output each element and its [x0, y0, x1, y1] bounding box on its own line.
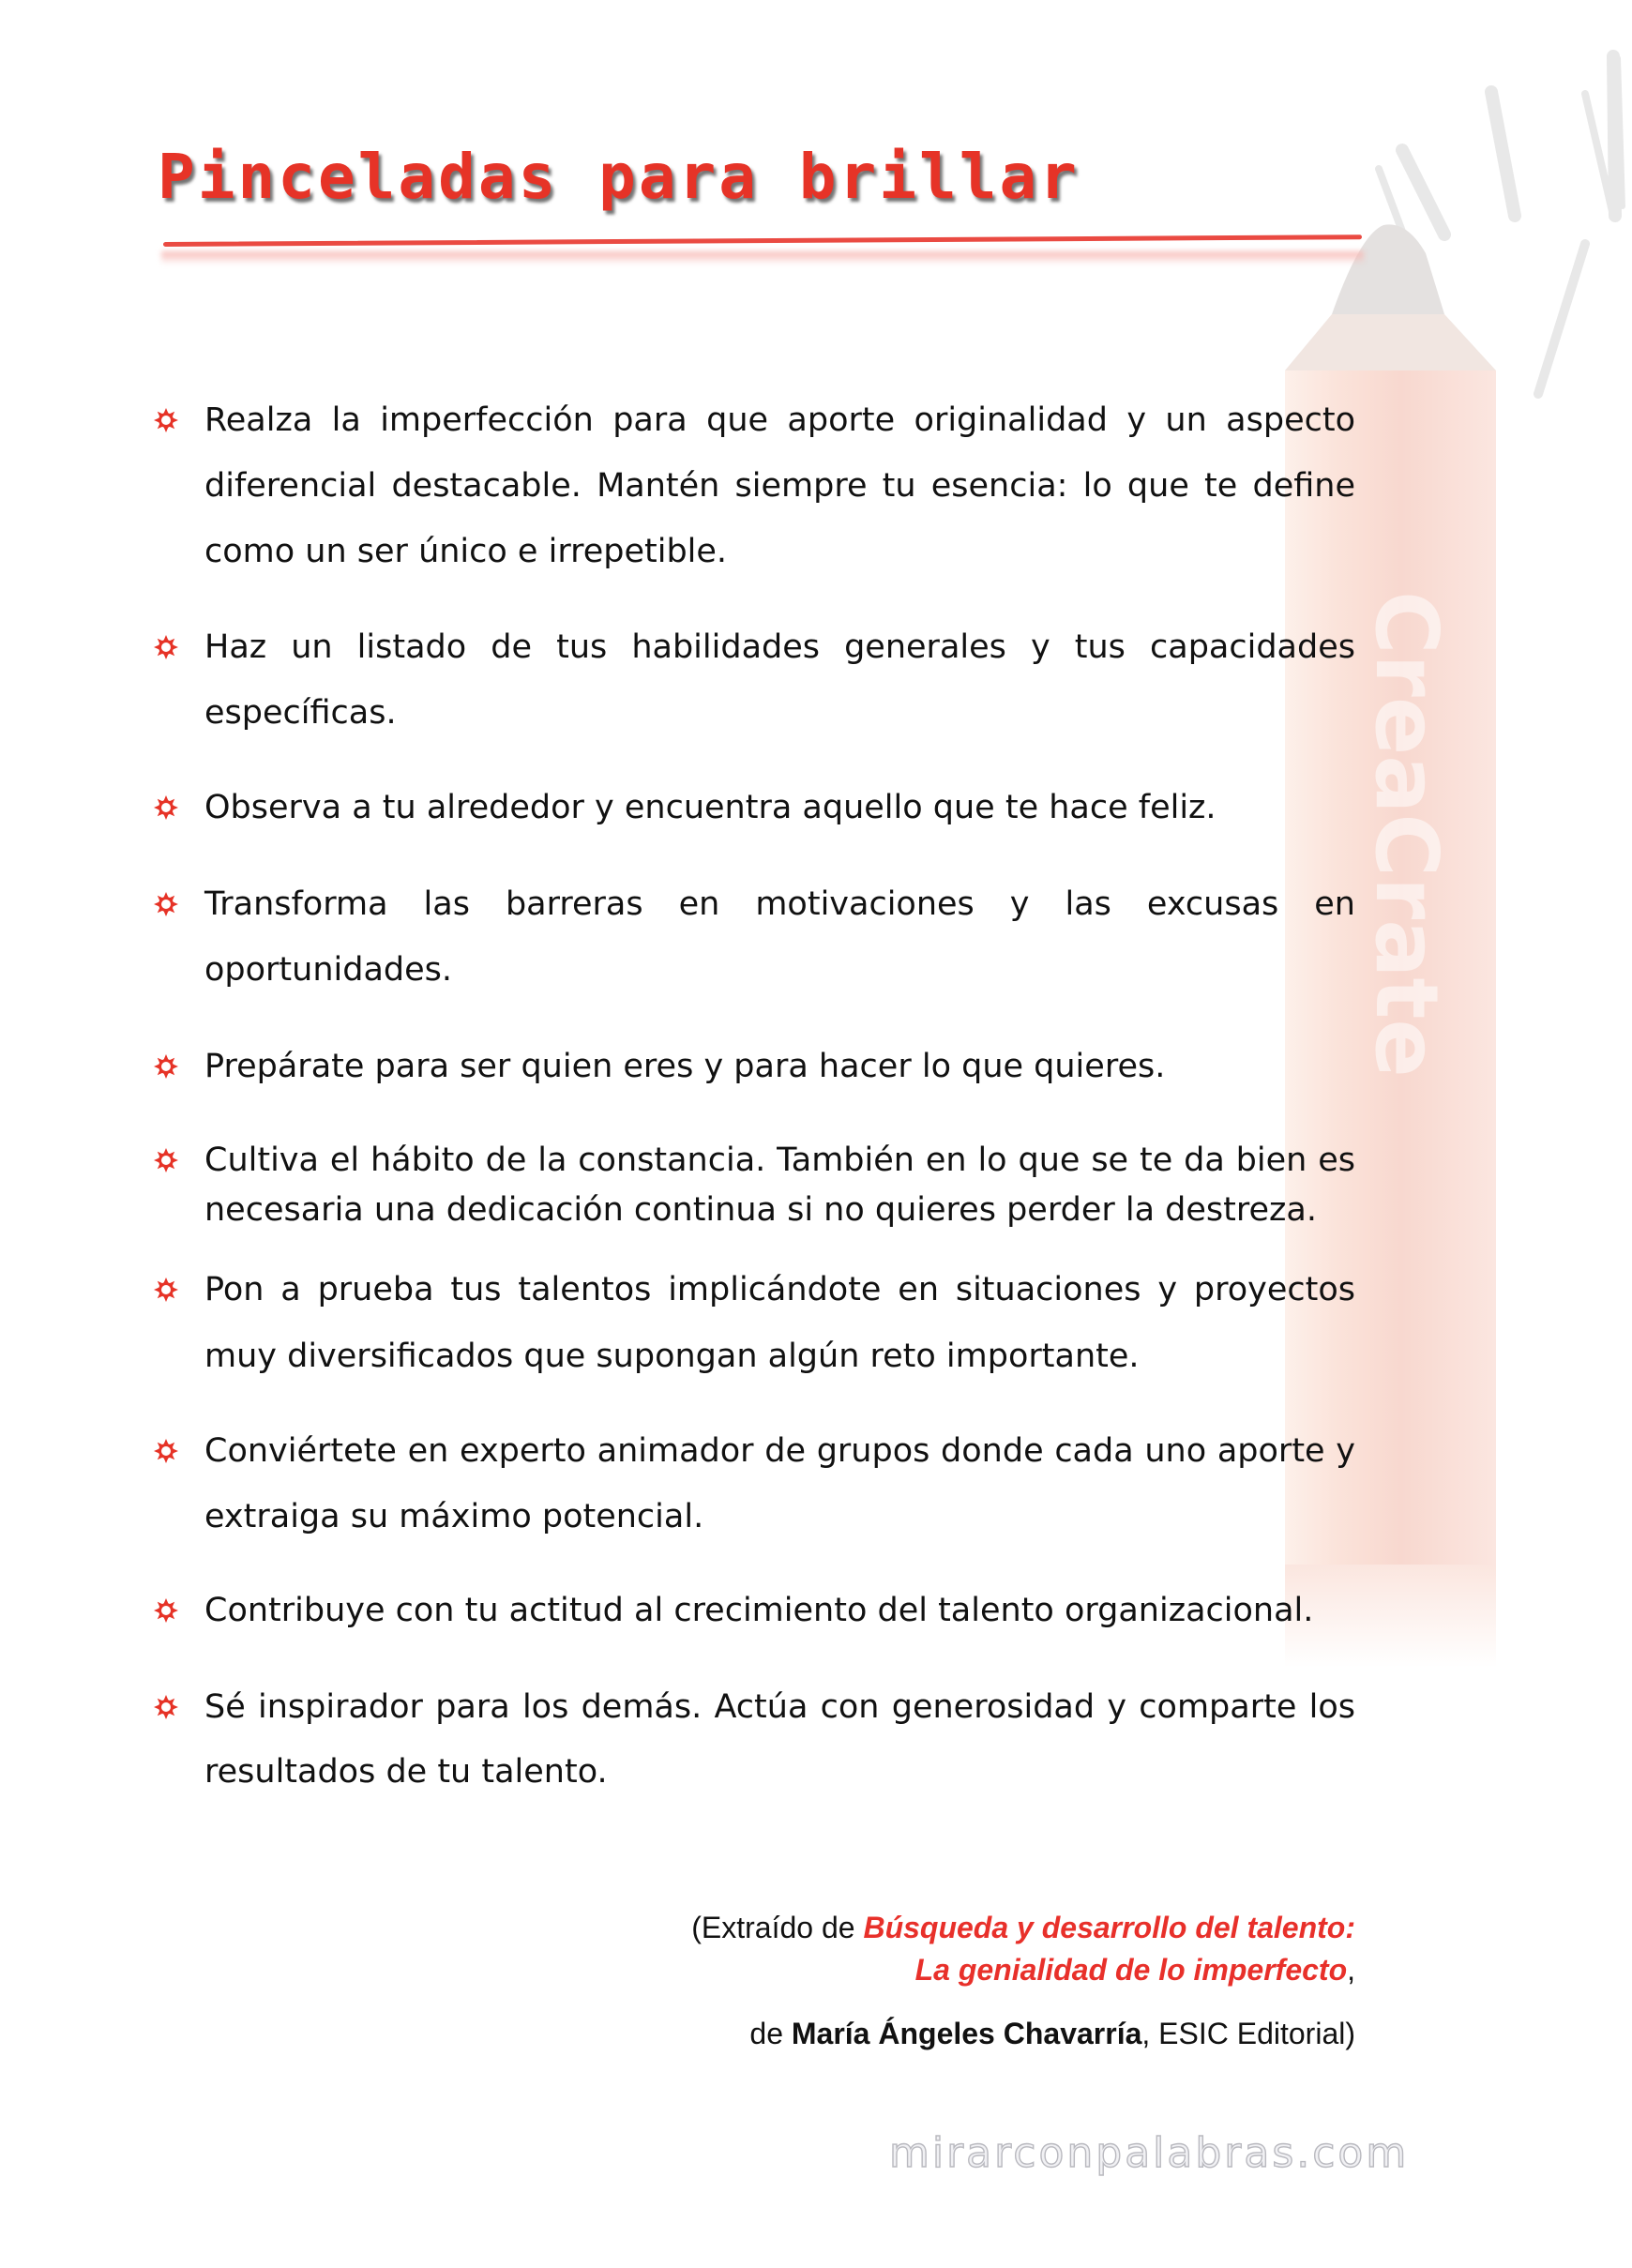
tip-3-line-1: Observa a tu alrededor y encuentra aquello que te hace feliz.	[204, 789, 1216, 826]
tip-1-line-1: Realza la imperfección para que aporte originalidad y un aspecto	[204, 401, 1355, 439]
sun-star-icon	[154, 1054, 178, 1079]
pencil-label: CreaCrate	[1356, 591, 1457, 1078]
sun-star-icon	[154, 635, 178, 659]
sun-star-icon	[154, 1278, 178, 1302]
tip-10-line-2: resultados de tu talento.	[204, 1753, 608, 1791]
title-underline-shadow	[161, 251, 1364, 265]
sun-star-icon	[154, 1148, 178, 1172]
tip-8-line-1: Conviértete en experto animador de grupos donde cada uno aporte y	[204, 1432, 1355, 1470]
tip-2-line-2: específicas.	[204, 694, 397, 732]
tip-1-line-3: como un ser único e irrepetible.	[204, 533, 728, 570]
tip-6-line-2: necesaria una dedicación continua si no quieres perder la destreza.	[204, 1191, 1317, 1229]
book-title-part-2: La genialidad de lo imperfecto	[914, 1953, 1348, 1987]
publisher: , ESIC Editorial)	[1141, 2017, 1355, 2050]
sun-star-icon	[154, 408, 178, 432]
tip-7-line-2: muy diversificados que supongan algún reto importante.	[204, 1338, 1140, 1375]
tip-10-line-1: Sé inspirador para los demás. Actúa con generosidad y comparte los	[204, 1688, 1355, 1726]
citation-prefix: (Extraído de	[691, 1911, 864, 1944]
page-title: Pinceladas para brillar	[158, 141, 1080, 213]
tip-4-line-2: oportunidades.	[204, 951, 453, 989]
sun-star-icon	[154, 1598, 178, 1623]
tip-6-line-1: Cultiva el hábito de la constancia. También en lo que se te da bien es	[204, 1142, 1355, 1179]
author-name: María Ángeles Chavarría	[791, 2017, 1142, 2050]
citation-line-3	[749, 2015, 1355, 2052]
tip-2-line-1: Haz un listado de tus habilidades generales y tus capacidades	[204, 628, 1355, 666]
tip-5-line-1: Prepárate para ser quien eres y para hacer lo que quieres.	[204, 1048, 1166, 1085]
citation-line-1	[691, 1909, 1355, 1946]
tip-1-line-2: diferencial destacable. Mantén siempre tu esencia: lo que te define	[204, 467, 1355, 505]
sun-star-icon	[154, 1695, 178, 1719]
site-watermark: mirarconpalabras.com	[889, 2129, 1410, 2177]
citation-by: de	[749, 2017, 792, 2050]
sun-star-icon	[154, 1439, 178, 1463]
sun-star-icon	[154, 892, 178, 916]
citation-comma: ,	[1347, 1953, 1355, 1987]
tip-8-line-2: extraiga su máximo potencial.	[204, 1498, 704, 1535]
tip-7-line-1: Pon a prueba tus talentos implicándote en situaciones y proyectos	[204, 1271, 1355, 1308]
book-title-part-1: Búsqueda y desarrollo del talento:	[863, 1911, 1355, 1944]
citation-line-2	[915, 1951, 1355, 1988]
sun-star-icon	[154, 795, 178, 820]
tip-9-line-1: Contribuye con tu actitud al crecimiento del talento organizacional.	[204, 1592, 1314, 1629]
tip-4-line-1: Transforma las barreras en motivaciones y las excusas en	[204, 885, 1355, 923]
